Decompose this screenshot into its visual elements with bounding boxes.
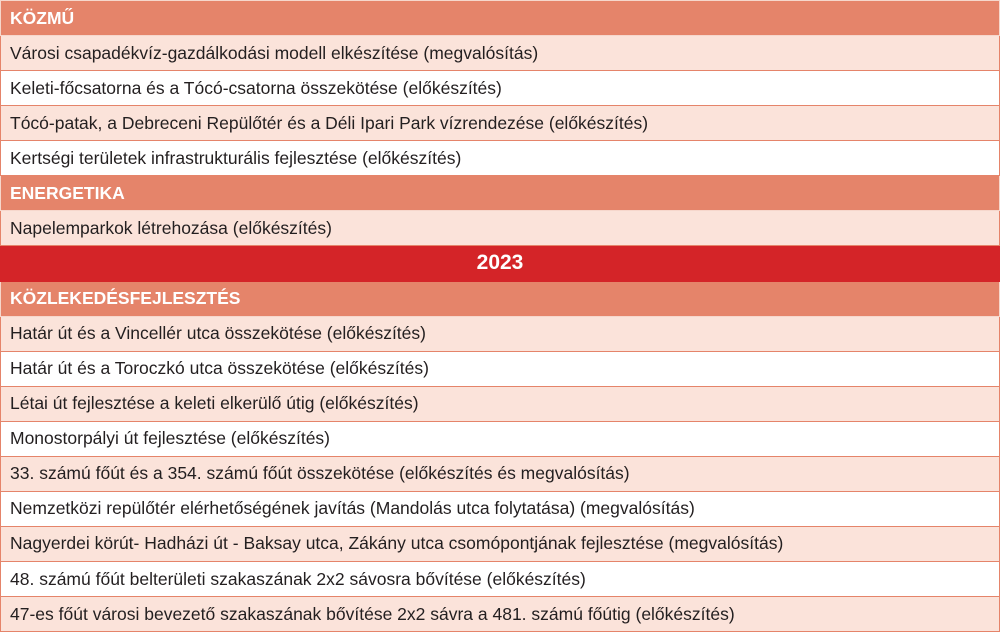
project-row — [0, 457, 1000, 492]
category-header — [0, 0, 1000, 36]
project-row — [0, 422, 1000, 457]
category-label: KÖZLEKEDÉSFEJLESZTÉS — [10, 288, 241, 309]
category-header — [0, 176, 1000, 211]
project-label: Kertségi területek infrastrukturális fejlesztése (előkészítés) — [10, 147, 462, 168]
project-row — [0, 387, 1000, 422]
year-label: 2023 — [476, 251, 524, 275]
project-row — [0, 562, 1000, 597]
project-label: Tócó-patak, a Debreceni Repülőtér és a Déli Ipari Park vízrendezése (előkészítés) — [10, 112, 649, 133]
project-label: Keleti-főcsatorna és a Tócó-csatorna összekötése (előkészítés) — [10, 77, 502, 98]
project-label: Létai út fejlesztése a keleti elkerülő útig (előkészítés) — [10, 393, 419, 414]
project-row — [0, 211, 1000, 246]
project-row — [0, 71, 1000, 106]
project-label: 33. számú főút és a 354. számú főút összekötése (előkészítés és megvalósítás) — [10, 463, 630, 484]
project-row — [0, 492, 1000, 527]
project-label: Határ út és a Toroczkó utca összekötése (előkészítés) — [10, 358, 429, 379]
category-label: ENERGETIKA — [10, 182, 125, 203]
project-row — [0, 352, 1000, 387]
project-row — [0, 317, 1000, 352]
project-row — [0, 106, 1000, 141]
project-label: Határ út és a Vincellér utca összekötése (előkészítés) — [10, 323, 426, 344]
year-header — [0, 246, 1000, 281]
project-row — [0, 141, 1000, 176]
project-label: Nagyerdei körút- Hadházi út - Baksay utca, Zákány utca csomópontjának fejlesztése (megvalósítás) — [10, 533, 784, 554]
project-label: Nemzetközi repülőtér elérhetőségének javítás (Mandolás utca folytatása) (megvalósítás) — [10, 498, 695, 519]
project-label: 47-es főút városi bevezető szakaszának bővítése 2x2 sávra a 481. számú főútig (előkészítés) — [10, 603, 735, 624]
category-label: KÖZMŰ — [10, 7, 75, 28]
project-row — [0, 597, 1000, 632]
project-label: Monostorpályi út fejlesztése (előkészítés) — [10, 428, 330, 449]
project-label: Városi csapadékvíz-gazdálkodási modell elkészítése (megvalósítás) — [10, 42, 539, 63]
project-label: 48. számú főút belterületi szakaszának 2x2 sávosra bővítése (előkészítés) — [10, 568, 586, 589]
project-label: Napelemparkok létrehozása (előkészítés) — [10, 217, 332, 238]
project-row — [0, 527, 1000, 562]
project-row — [0, 36, 1000, 71]
category-header — [0, 282, 1000, 317]
